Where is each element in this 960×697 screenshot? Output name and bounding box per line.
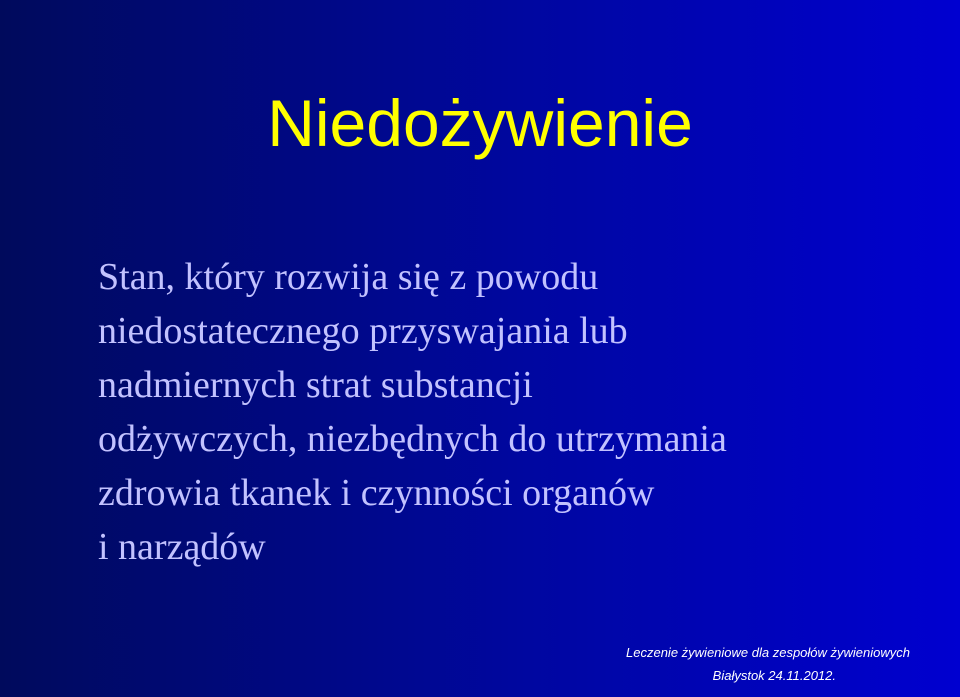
footer-event-place-date: Białystok 24.11.2012. bbox=[712, 668, 836, 683]
body-line: odżywczych, niezbędnych do utrzymania bbox=[98, 418, 727, 460]
footer-event-title: Leczenie żywieniowe dla zespołów żywieniowych bbox=[626, 645, 910, 660]
body-line: Stan, który rozwija się z powodu bbox=[98, 256, 599, 298]
body-line: nadmiernych strat substancji bbox=[98, 364, 533, 406]
slide-body bbox=[98, 250, 918, 574]
slide-title: Niedożywienie bbox=[267, 86, 693, 160]
body-line: zdrowia tkanek i czynności organów bbox=[98, 472, 655, 514]
body-line: i narządów bbox=[98, 526, 266, 568]
body-line: niedostatecznego przyswajania lub bbox=[98, 310, 628, 352]
